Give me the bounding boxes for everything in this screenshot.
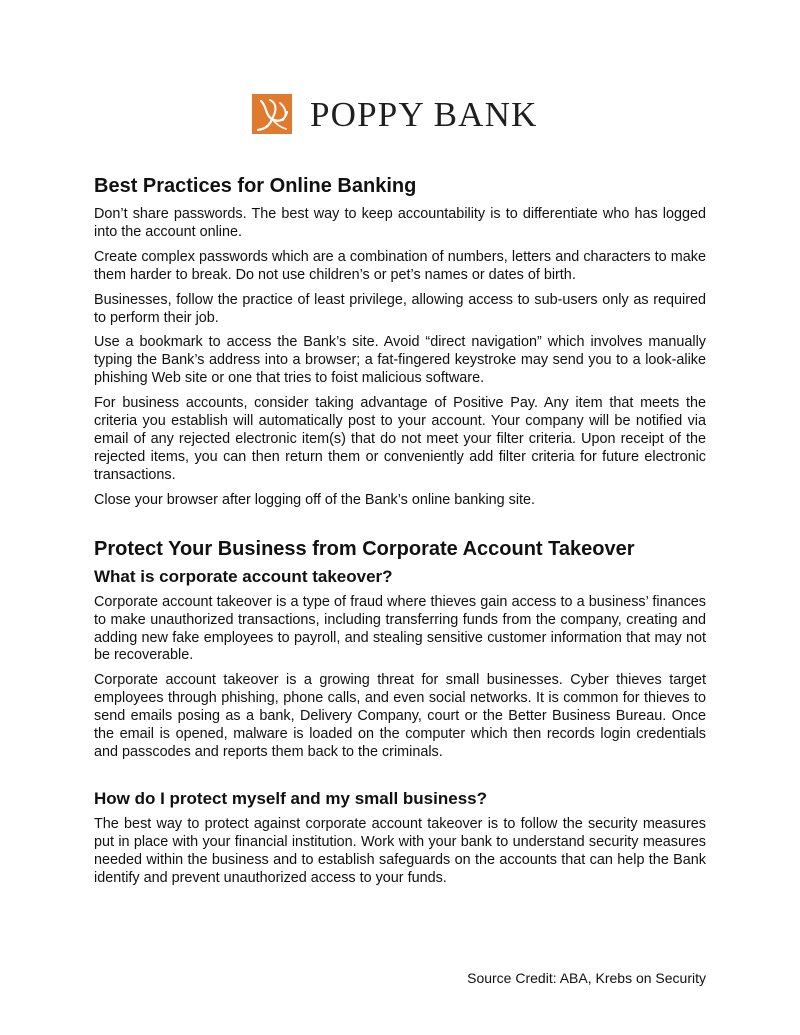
- what-is-takeover-subheading: What is corporate account takeover?: [94, 566, 393, 586]
- paragraph-bookmark: Use a bookmark to access the Bank’s site. Avoid “direct navigation” which involves manually typing the Bank’s address into a browser; a fat-fingered keystroke may send you to a look-alike phishing Web site or one that tries to foist malicious software.: [94, 334, 706, 387]
- paragraph-close-browser: Close your browser after logging off of the Bank’s online banking site.: [94, 491, 536, 508]
- source-credit: Source Credit: ABA, Krebs on Security: [467, 970, 706, 986]
- paragraph-protection: The best way to protect against corporate account takeover is to follow the security measures put in place with your financial institution. Work with your bank to understand security measures needed within the business and to establish safeguards on the accounts that can help the Bank identify and prevent unauthorized access to your funds.: [94, 815, 706, 886]
- poppy-bank-logo: [252, 92, 538, 136]
- corporate-takeover-heading: Protect Your Business from Corporate Account Takeover: [94, 537, 635, 560]
- paragraph-complex-passwords: Create complex passwords which are a combination of numbers, letters and characters to make them harder to break. Do not use children’s or pet’s names or dates of birth.: [94, 248, 706, 283]
- paragraph-least-privilege: Businesses, follow the practice of least privilege, allowing access to sub-users only as required to perform their job.: [94, 291, 706, 326]
- poppy-flower-icon: [252, 94, 292, 134]
- paragraph-takeover-threat: Corporate account takeover is a growing threat for small businesses. Cyber thieves target employees through phishing, phone calls, and even social networks. It is common for thieves to send emails posing as a bank, Delivery Company, court or the Better Business Bureau. Once the email is opened, malware is loaded on the computer which then records login credentials and passcodes and reports them back to the criminals.: [94, 672, 706, 760]
- bank-name: POPPY BANK: [310, 94, 538, 134]
- paragraph-positive-pay: For business accounts, consider taking advantage of Positive Pay. Any item that meets the criteria you establish will automatically post to your account. Your company will be notified via email of any rejected electronic item(s) that do not meet your filter criteria. Upon receipt of the rejected items, you can then return them or conveniently add filter criteria for future electronic transactions.: [94, 395, 706, 483]
- paragraph-takeover-definition: Corporate account takeover is a type of fraud where thieves gain access to a business’ finances to make unauthorized transactions, including transferring funds from the company, creating and adding new fake employees to payroll, and stealing sensitive customer information that may not be recoverable.: [94, 593, 706, 664]
- best-practices-heading: Best Practices for Online Banking: [94, 175, 417, 197]
- document-body: [94, 173, 706, 895]
- paragraph-passwords: Don’t share passwords. The best way to keep accountability is to differentiate who has logged into the account online.: [94, 206, 706, 240]
- how-to-protect-subheading: How do I protect myself and my small business?: [94, 788, 487, 808]
